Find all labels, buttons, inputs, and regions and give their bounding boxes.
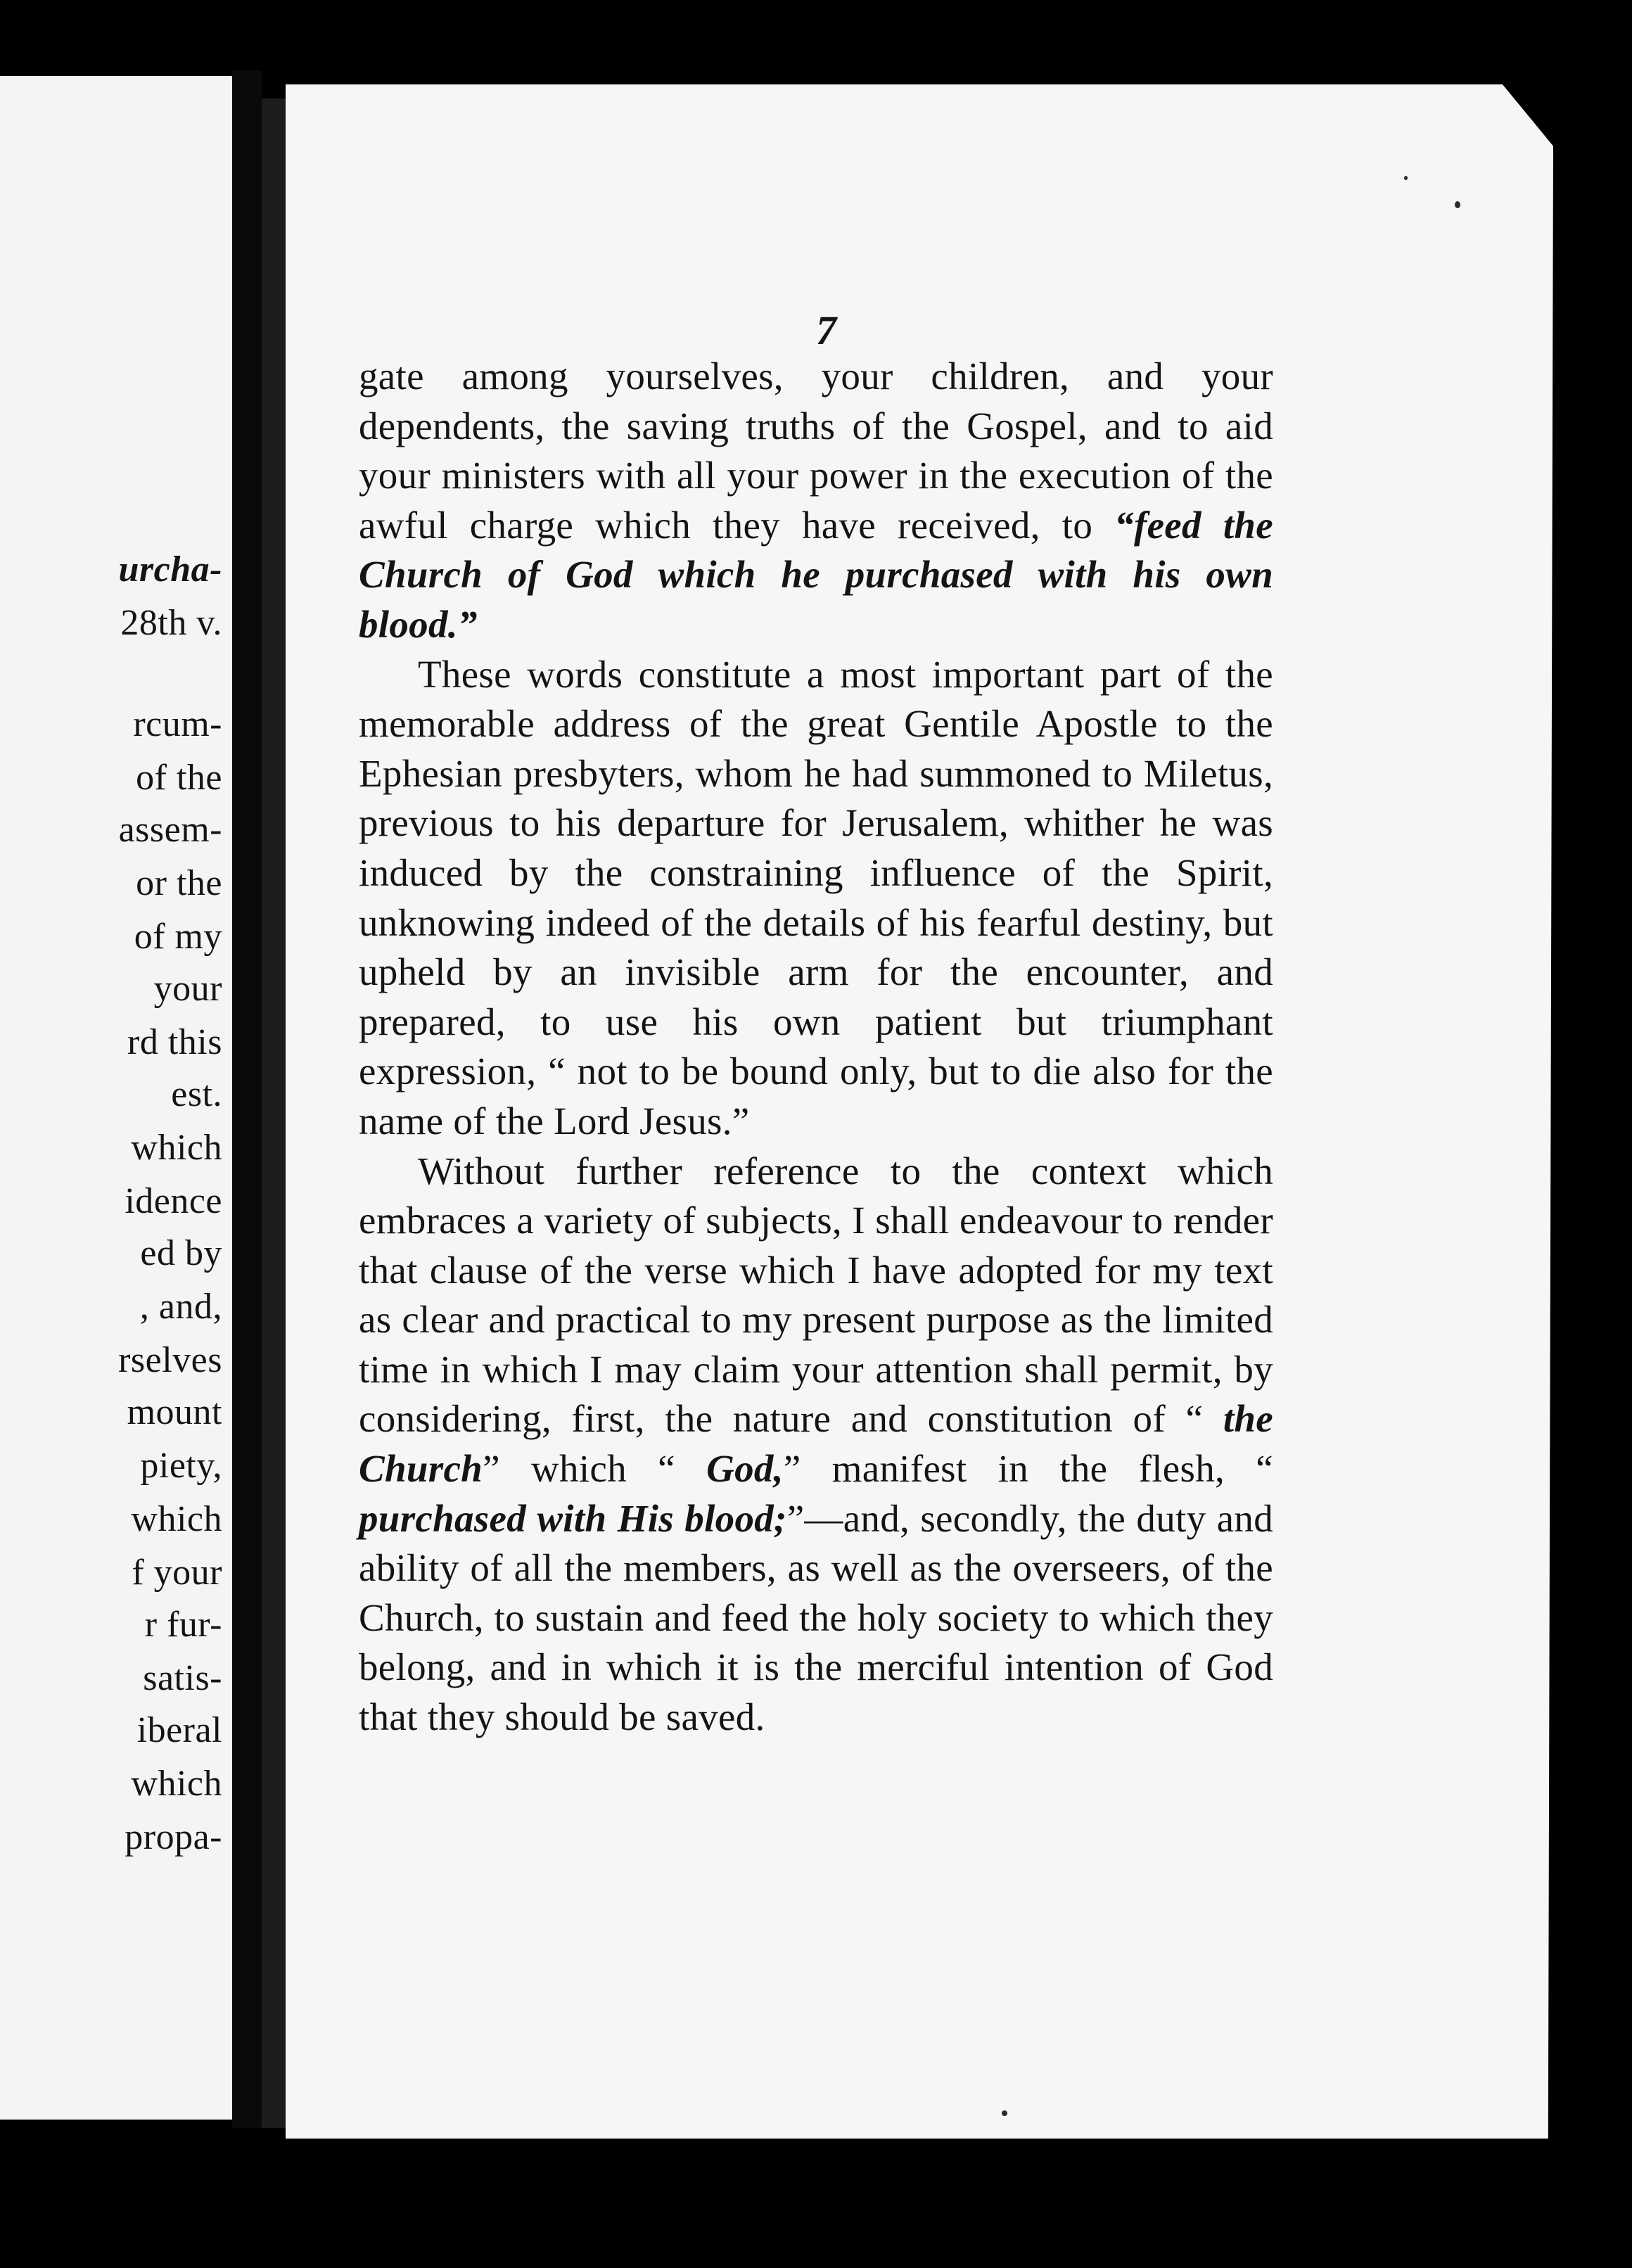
emphasis-the-church: the Church	[359, 1397, 1273, 1491]
previous-page-line: f your	[132, 1553, 222, 1593]
book-spine-edge	[262, 98, 286, 2128]
previous-page-line: rselves	[118, 1340, 222, 1380]
previous-page-line: or the	[136, 863, 222, 903]
previous-page-line: urcha-	[118, 549, 222, 590]
previous-page-line: est.	[171, 1074, 222, 1114]
paragraph-2: These words constitute a most important part of the memorable address of the great Gentile Apostle to the Ephesian presbyters, whom he had summoned to Miletus, previous to his departure for Jerusalem, whither he was induced by the constraining influence of the Spirit, unknowing indeed of the details of his fearful destiny, but upheld by an invisible arm for the encounter, and prepared, to use his own patient but triumphant expression, “ not to be bound only, but to die also for the name of the Lord Jesus.”	[359, 652, 1273, 1142]
page-body-text	[359, 352, 1273, 1743]
previous-page-line: assem-	[118, 810, 222, 850]
paragraph-1-text: gate among yourselves, your children, and your dependents, the saving truths of the Gospel, and to aid your ministers with all your power in the execution of the awful charge which they have received, to	[359, 355, 1273, 547]
paragraph-3-text-a: Without further reference to the context which embraces a variety of subjects, I shall endeavour to render that clause of the verse which I have adopted for my text as clear and practical to my present purpose as the limited time in which I may claim your attention shall permit, by considering, first, the nature and constitution of “	[359, 1149, 1273, 1441]
previous-page-line: rd this	[127, 1022, 222, 1062]
previous-page-line: of the	[136, 758, 222, 798]
page-number: 7	[816, 307, 836, 353]
previous-page-line: ed by	[140, 1233, 222, 1273]
previous-page-line: r fur-	[144, 1605, 222, 1645]
scripture-quote: “feed the Church of God which he purchased with his own blood.”	[359, 503, 1273, 646]
previous-page-line: which	[131, 1499, 222, 1539]
scan-speck	[1404, 176, 1408, 180]
previous-page-line: iberal	[136, 1710, 222, 1750]
scan-speck	[1002, 2110, 1007, 2116]
paragraph-3-text-e: ” manifest in the flesh, “	[783, 1447, 1273, 1491]
previous-page-line: which	[131, 1128, 222, 1168]
previous-page-line: piety,	[140, 1446, 222, 1486]
previous-page-line: satis-	[143, 1658, 222, 1698]
paragraph-3	[359, 1147, 1273, 1743]
previous-page-line: idence	[125, 1181, 222, 1221]
paragraph-1	[359, 352, 1273, 650]
previous-page-line: , and,	[139, 1287, 222, 1327]
previous-page-fragment	[0, 76, 232, 2120]
scan-speck	[1455, 201, 1460, 208]
emphasis-god: God,	[706, 1447, 784, 1491]
previous-page-line: your	[153, 969, 222, 1009]
previous-page-line: of my	[134, 917, 222, 957]
previous-page-line: rcum-	[133, 704, 222, 744]
paragraph-3-text-g: ”—and, secondly, the duty and ability of all the members, as well as the overseers, of the Church, to sustain and feed the holy society to which they belong, and in which it is the merciful intention of God that they should be saved.	[359, 1496, 1273, 1739]
paragraph-3-text-c: ” which “	[483, 1447, 707, 1491]
previous-page-line: mount	[127, 1392, 222, 1432]
previous-page-line: propa-	[125, 1817, 222, 1857]
emphasis-purchased: purchased with His blood;	[359, 1496, 787, 1540]
book-gutter-shadow	[232, 70, 262, 2128]
previous-page-line: which	[131, 1764, 222, 1804]
previous-page-line: 28th v.	[120, 603, 222, 643]
